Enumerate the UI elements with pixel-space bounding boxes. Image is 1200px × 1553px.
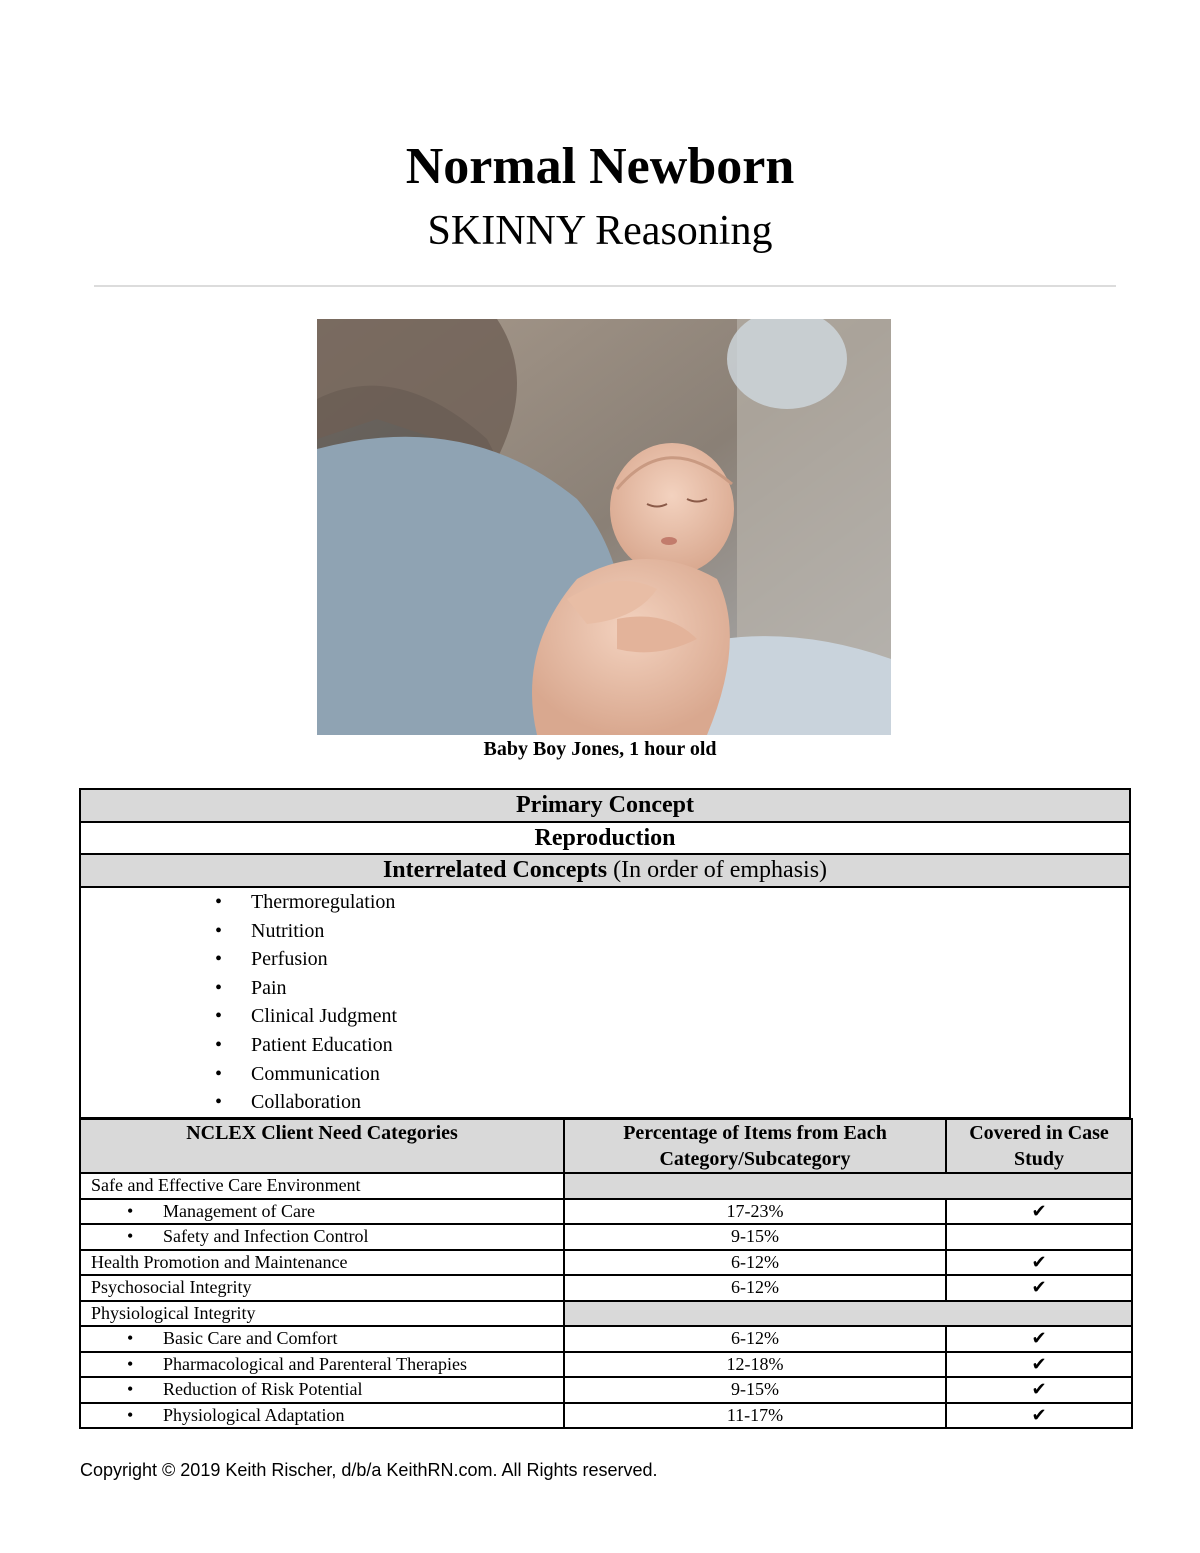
list-item xyxy=(215,888,1129,917)
list-item xyxy=(215,974,1129,1003)
bullet-icon: • xyxy=(215,948,223,971)
table-row xyxy=(80,1377,1132,1403)
check-icon: ✔ xyxy=(946,1250,1132,1276)
primary-concept-value: Reproduction xyxy=(80,822,1130,854)
subcategory-cell xyxy=(80,1326,564,1352)
list-item xyxy=(215,1031,1129,1060)
title-divider xyxy=(94,285,1116,287)
percentage-cell: 12-18% xyxy=(564,1352,946,1378)
concept-label: Clinical Judgment xyxy=(251,1005,398,1028)
subcategory-label: Pharmacological and Parenteral Therapies xyxy=(163,1353,468,1374)
document-subtitle: SKINNY Reasoning xyxy=(427,208,773,254)
copyright-notice: Copyright © 2019 Keith Rischer, d/b/a KeithRN.com. All Rights reserved. xyxy=(80,1460,658,1480)
subcategory-cell xyxy=(80,1377,564,1403)
bullet-icon: • xyxy=(215,1091,223,1114)
category-spacer xyxy=(564,1301,1132,1327)
table-row xyxy=(80,1403,1132,1429)
list-item xyxy=(215,917,1129,946)
list-item xyxy=(215,1088,1129,1117)
concept-label: Pain xyxy=(251,976,287,999)
interrelated-concepts-list-cell xyxy=(80,887,1130,1118)
category-spacer xyxy=(564,1173,1132,1199)
primary-concept-header: Primary Concept xyxy=(80,789,1130,822)
check-icon: ✔ xyxy=(946,1326,1132,1352)
subcategory-cell xyxy=(80,1224,564,1250)
concept-label: Nutrition xyxy=(251,919,325,942)
bullet-icon: • xyxy=(215,976,223,999)
percentage-cell: 11-17% xyxy=(564,1403,946,1429)
percentage-cell: 6-12% xyxy=(564,1275,946,1301)
check-icon: ✔ xyxy=(946,1199,1132,1225)
subcategory-label: Management of Care xyxy=(163,1200,315,1221)
column-header-percentage: Percentage of Items from Each Category/Subcategory xyxy=(564,1119,946,1173)
document-title: Normal Newborn xyxy=(405,138,795,195)
table-row xyxy=(80,1352,1132,1378)
concept-label: Communication xyxy=(251,1062,380,1085)
percentage-cell: 6-12% xyxy=(564,1250,946,1276)
table-row xyxy=(80,1224,1132,1250)
bullet-icon: • xyxy=(127,1379,134,1400)
bullet-icon: • xyxy=(215,1005,223,1028)
subcategory-cell xyxy=(80,1403,564,1429)
nclex-header-row xyxy=(80,1119,1132,1173)
list-item xyxy=(215,1060,1129,1089)
table-row xyxy=(80,1250,1132,1276)
list-item xyxy=(215,945,1129,974)
category-label: Safe and Effective Care Environment xyxy=(80,1173,564,1199)
category-label: Health Promotion and Maintenance xyxy=(80,1250,564,1276)
bullet-icon: • xyxy=(127,1353,134,1374)
check-icon: ✔ xyxy=(946,1352,1132,1378)
nclex-table xyxy=(79,1118,1133,1429)
table-row xyxy=(80,1326,1132,1352)
bullet-icon: • xyxy=(127,1404,134,1425)
concept-label: Patient Education xyxy=(251,1033,393,1056)
percentage-cell: 9-15% xyxy=(564,1224,946,1250)
subcategory-label: Basic Care and Comfort xyxy=(163,1328,338,1349)
covered-cell xyxy=(946,1224,1132,1250)
table-row xyxy=(80,1275,1132,1301)
column-header-categories: NCLEX Client Need Categories xyxy=(80,1119,564,1173)
check-icon: ✔ xyxy=(946,1275,1132,1301)
table-row xyxy=(80,1173,1132,1199)
category-label: Psychosocial Integrity xyxy=(80,1275,564,1301)
bullet-icon: • xyxy=(127,1226,134,1247)
newborn-photo xyxy=(317,319,891,735)
subcategory-label: Safety and Infection Control xyxy=(163,1226,369,1247)
percentage-cell: 17-23% xyxy=(564,1199,946,1225)
subcategory-label: Physiological Adaptation xyxy=(163,1404,345,1425)
interrelated-concepts-header xyxy=(80,854,1130,887)
table-row xyxy=(80,1199,1132,1225)
bullet-icon: • xyxy=(215,1033,223,1056)
subcategory-cell xyxy=(80,1352,564,1378)
concept-label: Collaboration xyxy=(251,1091,361,1114)
concept-label: Perfusion xyxy=(251,948,328,971)
interrelated-concepts-list xyxy=(81,888,1129,1117)
bullet-icon: • xyxy=(215,1062,223,1085)
column-header-covered: Covered in Case Study xyxy=(946,1119,1132,1173)
list-item xyxy=(215,1002,1129,1031)
bullet-icon: • xyxy=(127,1200,134,1221)
bullet-icon: • xyxy=(127,1328,134,1349)
check-icon: ✔ xyxy=(946,1377,1132,1403)
subcategory-cell xyxy=(80,1199,564,1225)
category-label: Physiological Integrity xyxy=(80,1301,564,1327)
bullet-icon: • xyxy=(215,891,223,913)
concepts-table xyxy=(79,788,1131,1119)
interrelated-concepts-label: Interrelated Concepts xyxy=(382,857,608,883)
interrelated-concepts-note: (In order of emphasis) xyxy=(613,857,828,883)
percentage-cell: 9-15% xyxy=(564,1377,946,1403)
subcategory-label: Reduction of Risk Potential xyxy=(163,1379,363,1400)
photo-caption: Baby Boy Jones, 1 hour old xyxy=(483,738,717,760)
bullet-icon: • xyxy=(215,919,223,942)
table-row xyxy=(80,1301,1132,1327)
percentage-cell: 6-12% xyxy=(564,1326,946,1352)
concept-label: Thermoregulation xyxy=(251,891,396,913)
check-icon: ✔ xyxy=(946,1403,1132,1429)
